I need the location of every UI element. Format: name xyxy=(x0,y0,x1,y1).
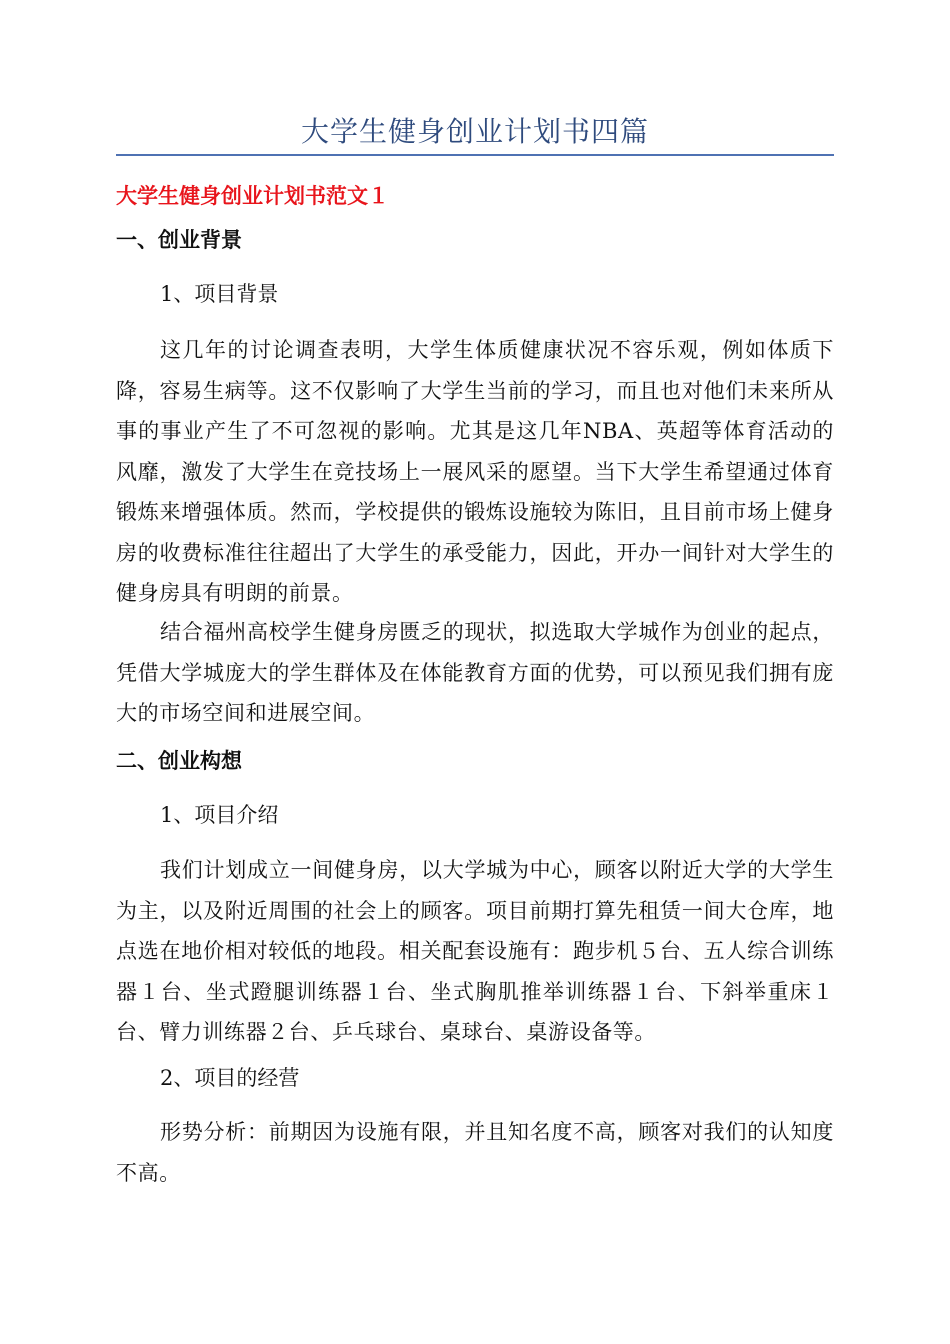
subheading-project-background: 1、项目背景 xyxy=(160,282,279,306)
paragraph-background-1: 这几年的讨论调查表明，大学生体质健康状况不容乐观，例如体质下降，容易生病等。这不仅影响了大学生当前的学习，而且也对他们未来所从事的事业产生了不可忽视的影响。尤其是这几年NBA、英超等体育活动的风靡，激发了大学生在竞技场上一展风采的愿望。当下大学生希望通过体育锻炼来增强体质。然而，学校提供的锻炼设施较为陈旧，且目前市场上健身房的收费标准往往超出了大学生的承受能力，因此，开办一间针对大学生的健身房具有明朗的前景。 xyxy=(116,338,834,605)
subheading-project-intro: 1、项目介绍 xyxy=(160,803,279,827)
paragraph-situation-analysis: 形势分析：前期因为设施有限，并且知名度不高，顾客对我们的认知度不高。 xyxy=(116,1120,834,1185)
section-title: 大学生健身创业计划书范文１ xyxy=(116,184,389,208)
paragraph-project-intro: 我们计划成立一间健身房，以大学城为中心，顾客以附近大学的大学生为主，以及附近周围的社会上的顾客。项目前期打算先租赁一间大仓库，地点选在地价相对较低的地段。相关配套设施有：跑步机５台、五人综合训练器１台、坐式蹬腿训练器１台、坐式胸肌推举训练器１台、下斜举重床１台、臂力训练器２台、乒乓球台、桌球台、桌游设备等。 xyxy=(116,858,834,1044)
heading-background: 一、创业背景 xyxy=(116,228,242,252)
subheading-project-operation: 2、项目的经营 xyxy=(160,1066,300,1090)
heading-concept: 二、创业构想 xyxy=(116,749,242,773)
document-title: 大学生健身创业计划书四篇 xyxy=(300,115,649,148)
title-underline xyxy=(116,154,834,156)
paragraph-background-2: 结合福州高校学生健身房匮乏的现状，拟选取大学城作为创业的起点，凭借大学城庞大的学生群体及在体能教育方面的优势，可以预见我们拥有庞大的市场空间和进展空间。 xyxy=(116,620,834,725)
